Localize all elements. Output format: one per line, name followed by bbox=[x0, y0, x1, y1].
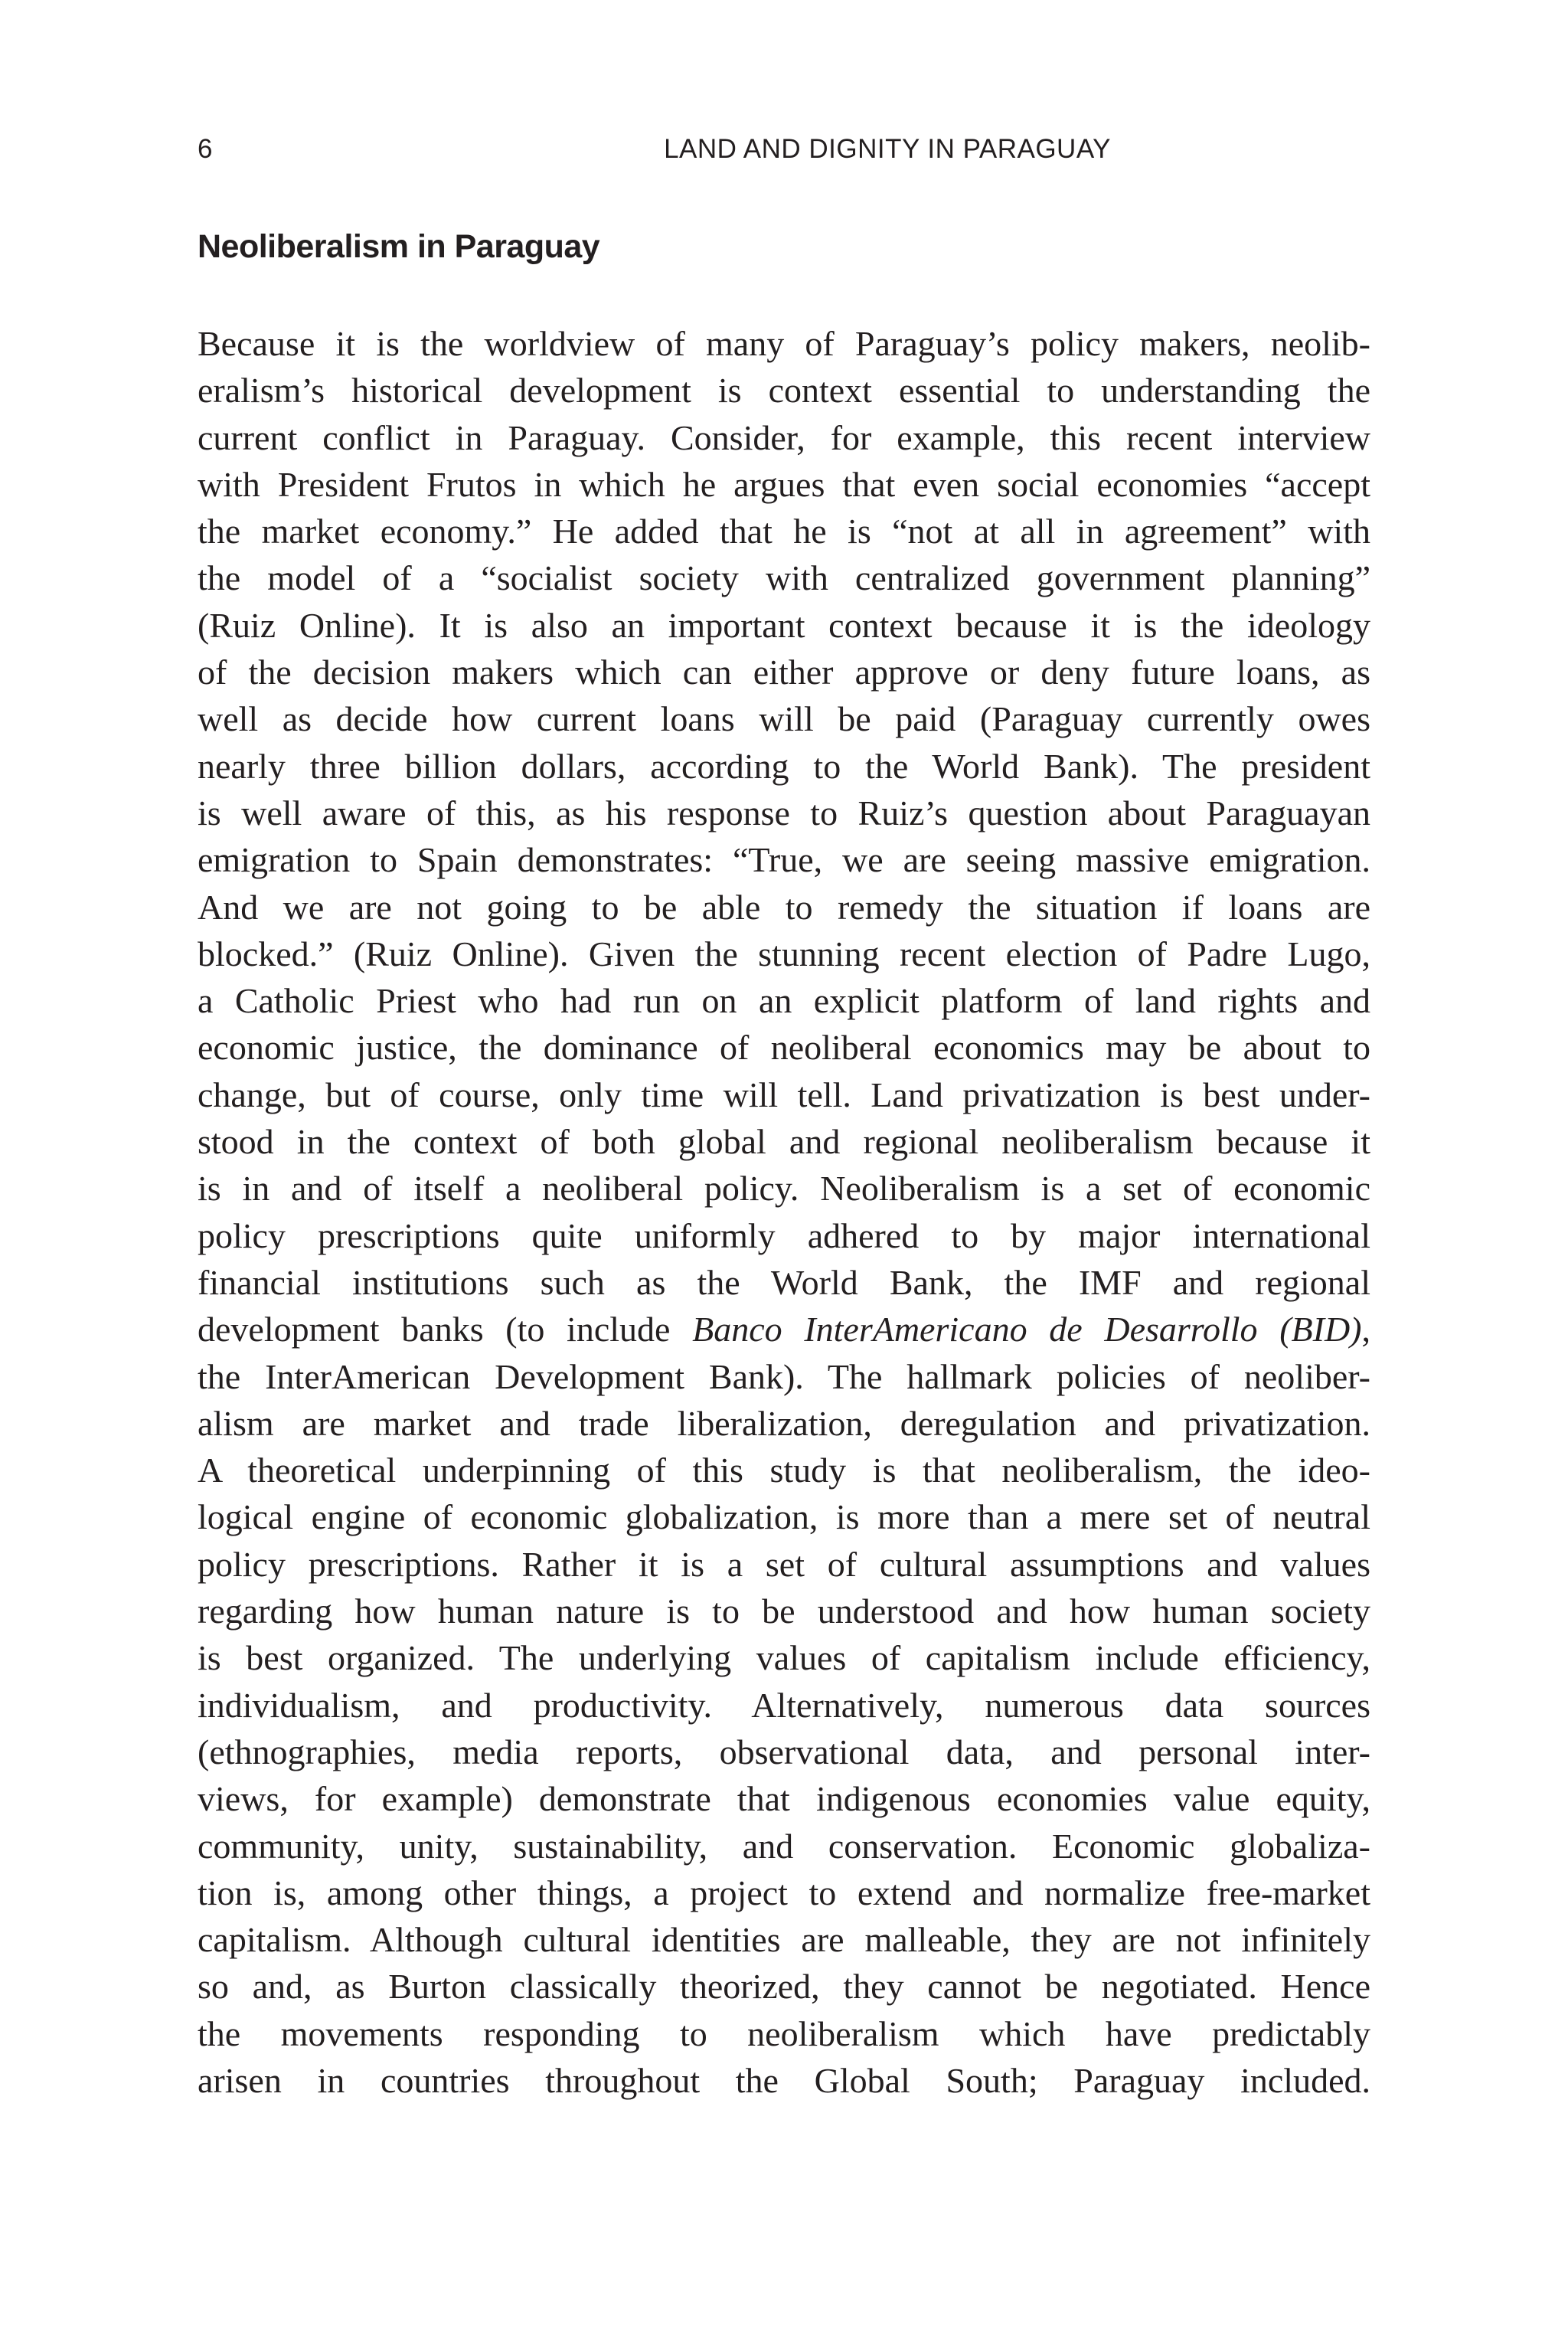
text-line: individualism, and productivity. Alternatively, numerous data sources bbox=[198, 1685, 1370, 1725]
text-line: capitalism. Although cultural identities are malleable, they are not infinitely bbox=[198, 1920, 1370, 1960]
text-line: the market economy.” He added that he is “not at all in agreement” with bbox=[198, 512, 1370, 551]
text-line: logical engine of economic globalization, is more than a mere set of neutral bbox=[198, 1497, 1370, 1537]
text-line: alism are market and trade liberalization, deregulation and privatization. bbox=[198, 1403, 1370, 1443]
text-line: the movements responding to neoliberalism which have predictably bbox=[198, 2013, 1370, 2053]
text-line: current conflict in Paraguay. Consider, for example, this recent interview bbox=[198, 417, 1370, 457]
text-line: (ethnographies, media reports, observational data, and personal inter- bbox=[198, 1732, 1370, 1771]
text-line: A theoretical underpinning of this study is that neoliberalism, the ideo- bbox=[198, 1451, 1370, 1490]
text-line: regarding how human nature is to be understood and how human society bbox=[198, 1591, 1370, 1631]
text-line: (Ruiz Online). It is also an important context because it is the ideology bbox=[198, 605, 1370, 645]
text-segment: , bbox=[1361, 1310, 1370, 1349]
text-line: community, unity, sustainability, and conservation. Economic globaliza- bbox=[198, 1826, 1370, 1866]
text-line: is well aware of this, as his response to Ruiz’s question about Paraguayan bbox=[198, 793, 1370, 832]
running-head bbox=[198, 130, 1370, 168]
body-paragraph bbox=[198, 320, 1370, 2104]
text-line: emigration to Spain demonstrates: “True, we are seeing massive emigration. bbox=[198, 840, 1370, 880]
text-line: change, but of course, only time will tell. Land privatization is best under- bbox=[198, 1075, 1370, 1114]
text-line: views, for example) demonstrate that indigenous economies value equity, bbox=[198, 1779, 1370, 1819]
section-heading: Neoliberalism in Paraguay bbox=[198, 228, 600, 265]
text-line: blocked.” (Ruiz Online). Given the stunning recent election of Padre Lugo, bbox=[198, 934, 1370, 973]
text-line: stood in the context of both global and regional neoliberalism because it bbox=[198, 1122, 1370, 1162]
text-line: nearly three billion dollars, according to the World Bank). The president bbox=[198, 746, 1370, 786]
text-line: policy prescriptions. Rather it is a set of cultural assumptions and values bbox=[198, 1544, 1370, 1584]
text-line: policy prescriptions quite uniformly adhered to by major international bbox=[198, 1215, 1370, 1255]
running-head-title: LAND AND DIGNITY IN PARAGUAY bbox=[664, 134, 1111, 164]
text-line bbox=[198, 1306, 1370, 1353]
text-line: of the decision makers which can either approve or deny future loans, as bbox=[198, 653, 1370, 692]
text-line: eralism’s historical development is context essential to understanding the bbox=[198, 371, 1370, 411]
text-line: financial institutions such as the World Bank, the IMF and regional bbox=[198, 1262, 1370, 1302]
text-line: Because it is the worldview of many of Paraguay’s policy makers, neolib- bbox=[198, 324, 1370, 363]
text-line: arisen in countries throughout the Global South; Paraguay included. bbox=[198, 2060, 1370, 2100]
page-number: 6 bbox=[198, 134, 213, 164]
text-line: is in and of itself a neoliberal policy. Neoliberalism is a set of economic bbox=[198, 1169, 1370, 1209]
italic-term: Banco InterAmericano de Desarrollo (BID) bbox=[692, 1310, 1362, 1349]
text-line: And we are not going to be able to remedy the situation if loans are bbox=[198, 887, 1370, 927]
text-line: is best organized. The underlying values of capitalism include efficiency, bbox=[198, 1638, 1370, 1678]
text-line: a Catholic Priest who had run on an explicit platform of land rights and bbox=[198, 981, 1370, 1021]
text-segment: development banks (to include bbox=[198, 1310, 693, 1349]
text-line: well as decide how current loans will be paid (Paraguay currently owes bbox=[198, 699, 1370, 739]
text-line: economic justice, the dominance of neoliberal economics may be about to bbox=[198, 1028, 1370, 1068]
text-line: with President Frutos in which he argues that even social economies “accept bbox=[198, 464, 1370, 504]
text-line: the InterAmerican Development Bank). The hallmark policies of neoliber- bbox=[198, 1356, 1370, 1396]
text-line: the model of a “socialist society with centralized government planning” bbox=[198, 558, 1370, 598]
text-line: tion is, among other things, a project to extend and normalize free-market bbox=[198, 1873, 1370, 1912]
text-line: so and, as Burton classically theorized, they cannot be negotiated. Hence bbox=[198, 1967, 1370, 2007]
